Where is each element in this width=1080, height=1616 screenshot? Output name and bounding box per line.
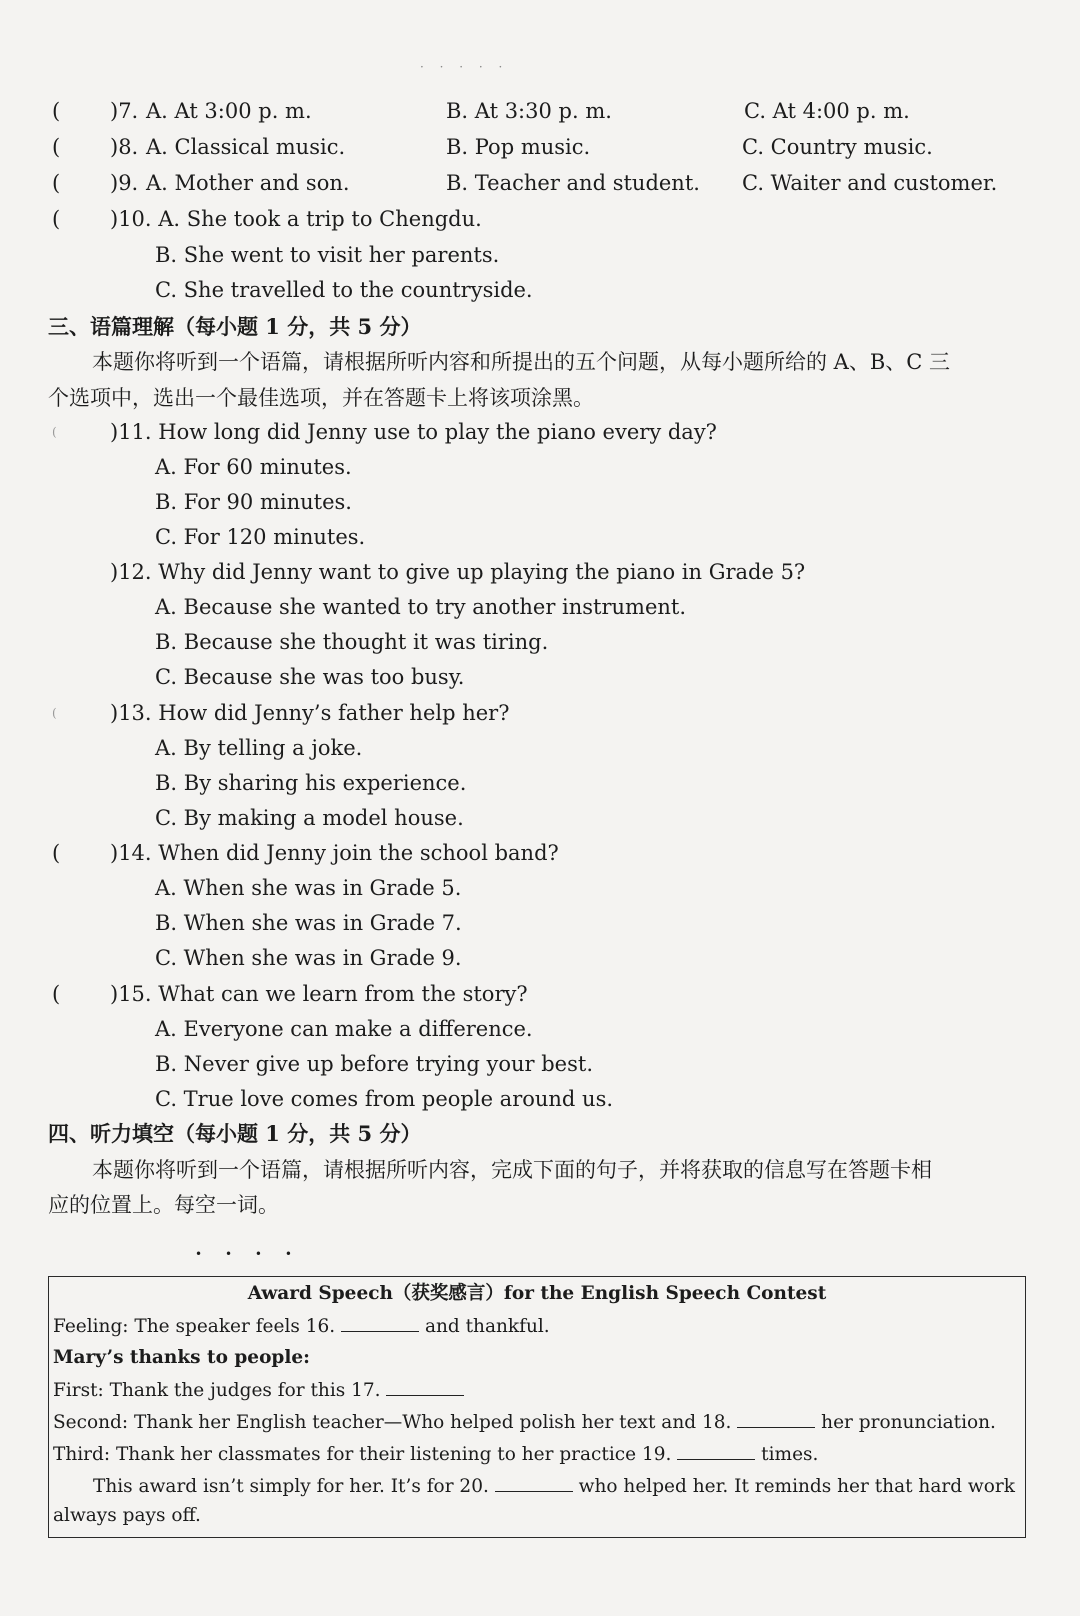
closing-line-2: always pays off. bbox=[53, 1505, 201, 1526]
option-a[interactable]: A. Because she wanted to try another instrument. bbox=[155, 595, 687, 619]
option-c[interactable]: C. Waiter and customer. bbox=[742, 171, 998, 195]
question-stem: )15. What can we learn from the story? bbox=[110, 982, 528, 1006]
third-text-end: times. bbox=[761, 1444, 819, 1465]
table-title: Award Speech（获奖感言）for the English Speech Contest bbox=[247, 1283, 827, 1304]
option-a[interactable]: A. At 3:00 p. m. bbox=[146, 99, 312, 123]
answer-paren[interactable]: ( bbox=[52, 706, 57, 720]
answer-paren[interactable]: ( bbox=[52, 425, 57, 439]
answer-paren[interactable]: ( bbox=[52, 135, 61, 159]
answer-paren[interactable]: ( bbox=[52, 982, 61, 1006]
option-b[interactable]: B. By sharing his experience. bbox=[155, 771, 467, 795]
question-stem: )10. A. She took a trip to Chengdu. bbox=[110, 207, 482, 231]
blank-16[interactable] bbox=[341, 1313, 419, 1332]
question-stem: )11. How long did Jenny use to play the piano every day? bbox=[110, 420, 717, 444]
option-c[interactable]: C. She travelled to the countryside. bbox=[155, 278, 533, 302]
option-c[interactable]: C. True love comes from people around us. bbox=[155, 1087, 614, 1111]
thanks-heading: Mary’s thanks to people: bbox=[53, 1347, 310, 1368]
question-stem: )12. Why did Jenny want to give up playing the piano in Grade 5? bbox=[110, 560, 806, 584]
closing-text: This award isn’t simply for her. It’s for 20. bbox=[93, 1476, 489, 1497]
option-b[interactable]: B. She went to visit her parents. bbox=[155, 243, 500, 267]
blank-18[interactable] bbox=[737, 1409, 815, 1428]
section-3-heading: 三、语篇理解（每小题 1 分，共 5 分） bbox=[48, 314, 422, 339]
second-text-end: her pronunciation. bbox=[821, 1412, 996, 1433]
third-text: Third: Thank her classmates for their listening to her practice 19. bbox=[53, 1444, 672, 1465]
option-b[interactable]: B. Because she thought it was tiring. bbox=[155, 630, 549, 654]
feeling-text-end: and thankful. bbox=[424, 1316, 550, 1337]
blank-17[interactable] bbox=[386, 1377, 464, 1396]
answer-paren[interactable]: ( bbox=[52, 207, 61, 231]
third-row bbox=[53, 1441, 818, 1468]
question-stem: )14. When did Jenny join the school band? bbox=[110, 841, 559, 865]
option-a[interactable]: A. By telling a joke. bbox=[155, 736, 363, 760]
option-c[interactable]: C. By making a model house. bbox=[155, 806, 464, 830]
second-text: Second: Thank her English teacher—Who helped polish her text and 18. bbox=[53, 1412, 732, 1433]
option-c[interactable]: C. Country music. bbox=[742, 135, 933, 159]
option-b[interactable]: B. Never give up before trying your best. bbox=[155, 1052, 593, 1076]
option-b[interactable]: B. For 90 minutes. bbox=[155, 490, 352, 514]
option-c[interactable]: C. When she was in Grade 9. bbox=[155, 946, 462, 970]
section-4-instructions-line-1: 本题你将听到一个语篇，请根据所听内容，完成下面的句子，并将获取的信息写在答题卡相 bbox=[92, 1158, 932, 1182]
question-number: )7. bbox=[110, 99, 139, 123]
question-number: )9. bbox=[110, 171, 139, 195]
closing-text-end: who helped her. It reminds her that hard work bbox=[578, 1476, 1015, 1497]
option-a[interactable]: A. Everyone can make a difference. bbox=[155, 1017, 533, 1041]
scan-mark: · · · · · bbox=[420, 60, 509, 74]
closing-row bbox=[93, 1473, 1015, 1500]
section-3-instructions-line-2: 个选项中，选出一个最佳选项，并在答题卡上将该项涂黑。 bbox=[48, 386, 594, 410]
option-b[interactable]: B. At 3:30 p. m. bbox=[446, 99, 612, 123]
first-text: First: Thank the judges for this 17. bbox=[53, 1380, 381, 1401]
section-4-instructions-line-2: 应的位置上。每空一词。 bbox=[48, 1193, 279, 1217]
second-row bbox=[53, 1409, 996, 1436]
option-a[interactable]: A. Classical music. bbox=[146, 135, 346, 159]
answer-paren[interactable]: ( bbox=[52, 171, 61, 195]
question-number: )8. bbox=[110, 135, 139, 159]
blank-19[interactable] bbox=[677, 1441, 755, 1460]
section-4-heading: 四、听力填空（每小题 1 分，共 5 分） bbox=[48, 1121, 422, 1146]
option-c[interactable]: C. For 120 minutes. bbox=[155, 525, 366, 549]
emphasis-dots: • • • • bbox=[195, 1247, 292, 1261]
option-a[interactable]: A. Mother and son. bbox=[146, 171, 350, 195]
option-b[interactable]: B. When she was in Grade 7. bbox=[155, 911, 462, 935]
question-stem: )13. How did Jenny’s father help her? bbox=[110, 701, 510, 725]
fill-in-table bbox=[48, 1276, 1026, 1538]
answer-paren[interactable]: ( bbox=[52, 841, 61, 865]
section-3-instructions-line-1: 本题你将听到一个语篇，请根据所听内容和所提出的五个问题，从每小题所给的 A、B、C 三 bbox=[92, 350, 951, 374]
answer-paren[interactable]: ( bbox=[52, 99, 61, 123]
first-row bbox=[53, 1377, 464, 1404]
option-b[interactable]: B. Pop music. bbox=[446, 135, 591, 159]
option-c[interactable]: C. At 4:00 p. m. bbox=[744, 99, 910, 123]
blank-20[interactable] bbox=[495, 1473, 573, 1492]
option-c[interactable]: C. Because she was too busy. bbox=[155, 665, 465, 689]
option-a[interactable]: A. When she was in Grade 5. bbox=[155, 876, 462, 900]
feeling-text: Feeling: The speaker feels 16. bbox=[53, 1316, 336, 1337]
feeling-row bbox=[53, 1313, 550, 1340]
option-b[interactable]: B. Teacher and student. bbox=[446, 171, 700, 195]
option-a[interactable]: A. For 60 minutes. bbox=[155, 455, 352, 479]
